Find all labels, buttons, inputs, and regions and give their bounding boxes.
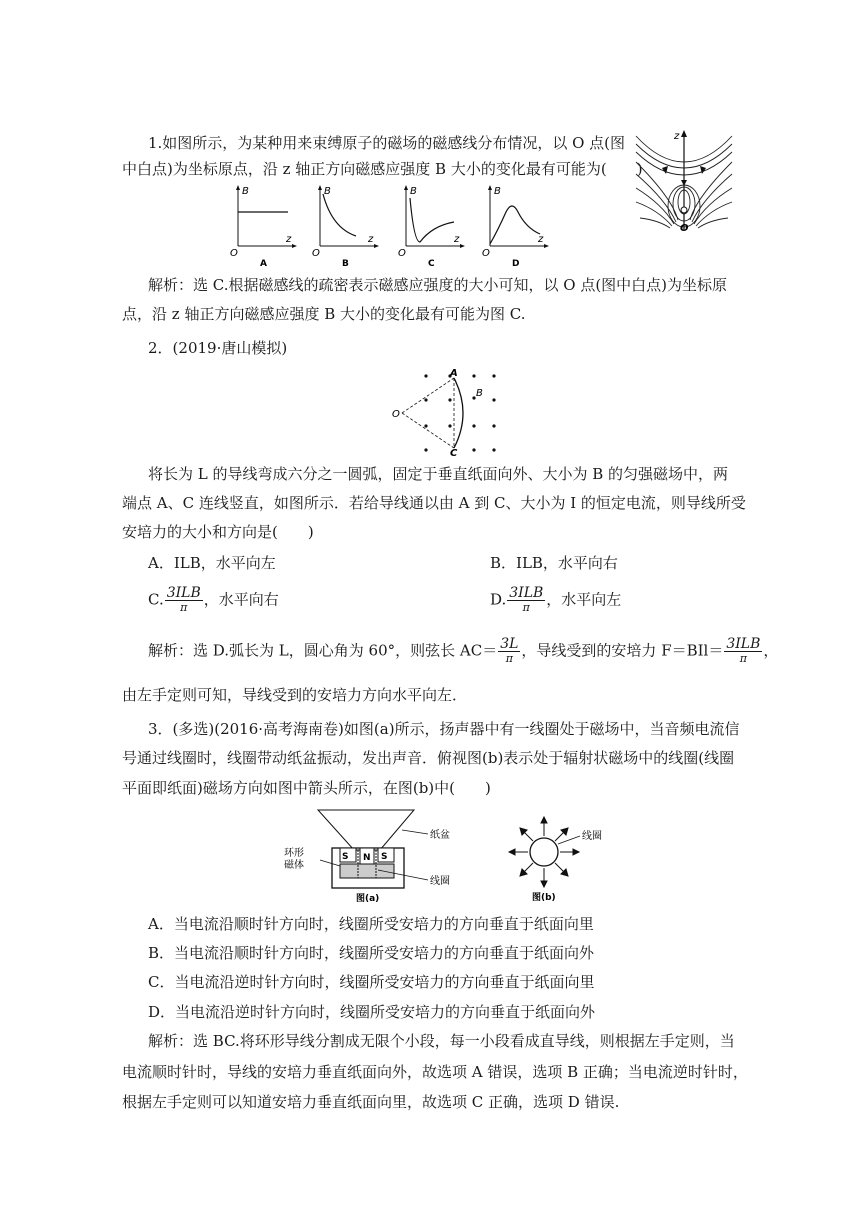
q2-option-c[interactable] — [148, 586, 279, 615]
q2-heading: 2．(2019·唐山模拟) — [148, 339, 288, 357]
q1-field-origin-label: O — [680, 223, 689, 232]
q2-stem-line2: 端点 A、C 连线竖直，如图所示．若给导线通以由 A 到 C、大小为 I 的恒定电流，则导线所受 — [122, 494, 746, 512]
q2-option-c-num: 3ILB — [166, 585, 201, 601]
graph-a-y-label: B — [242, 186, 249, 197]
q2-stem-line1: 将长为 L 的导线弯成六分之一圆弧，固定于垂直纸面向外、大小为 B 的匀强磁场中，两 — [148, 465, 729, 483]
q2-arc-figure — [390, 366, 500, 456]
q2-option-b[interactable]: B．ILB，水平向右 — [490, 554, 618, 572]
q1-field-figure — [632, 128, 736, 232]
graph-d-y-label: B — [494, 186, 501, 197]
q3-figure-a — [280, 808, 480, 904]
figure-b-caption: 图(b) — [532, 893, 556, 903]
q1-graph-a — [228, 184, 298, 268]
q3-option-b[interactable]: B．当电流沿顺时针方向时，线圈所受安培力的方向垂直于纸面向外 — [148, 944, 595, 962]
q3-figure-b — [508, 814, 638, 904]
q2-solution-line2: 由左手定则可知，导线受到的安培力方向水平向左． — [122, 686, 468, 704]
q3-stem-line3: 平面即纸面)磁场方向如图中箭头所示，在图(b)中( ) — [122, 779, 491, 797]
cone-label: 纸盆 — [430, 830, 450, 841]
q2-option-a[interactable]: A．ILB，水平向左 — [148, 554, 276, 572]
graph-b-origin: O — [312, 248, 320, 259]
pole-s-right: S — [381, 852, 388, 862]
q2-solution-frac2-num: 3ILB — [726, 636, 761, 652]
q1-graph-b — [310, 184, 380, 268]
q2-solution-frac2 — [724, 637, 762, 666]
q2-option-d-fraction — [507, 586, 545, 615]
q1-stem-line1: 1.如图所示，为某种用来束缚原子的磁场的磁感线分布情况，以 O 点(图 — [148, 134, 626, 152]
magnet-label-line2: 磁体 — [284, 860, 304, 871]
q1-stem-line2: 中白点)为坐标原点，沿 z 轴正方向磁感应强度 B 大小的变化最有可能为( ) — [122, 160, 643, 178]
q3-option-a[interactable]: A．当电流沿顺时针方向时，线圈所受安培力的方向垂直于纸面向里 — [148, 915, 594, 933]
q1-graph-c — [396, 184, 466, 268]
q2-stem-line3: 安培力的大小和方向是( ) — [122, 523, 314, 541]
q2-option-c-suffix: ，水平向右 — [203, 590, 279, 609]
q2-solution-part2: ，导线受到的安培力 F＝BIl＝ — [521, 641, 724, 660]
coil-label-b: 线圈 — [582, 831, 602, 842]
q1-solution-line2: 点，沿 z 轴正方向磁感应强度 B 大小的变化最有可能为图 C. — [122, 305, 526, 323]
q3-option-c[interactable]: C．当电流沿逆时针方向时，线圈所受安培力的方向垂直于纸面向里 — [148, 973, 595, 991]
magnet-label-line1: 环形 — [284, 848, 304, 859]
graph-d-label: D — [512, 259, 520, 268]
arc-point-c: C — [450, 448, 458, 456]
q3-stem-line1: 3．(多选)(2016·高考海南卷)如图(a)所示，扬声器中有一线圈处于磁场中，当音频电流信 — [148, 720, 740, 738]
graph-d-x-label: z — [538, 234, 544, 245]
graph-c-x-label: z — [454, 234, 460, 245]
graph-b-x-label: z — [368, 234, 374, 245]
q2-solution-part3: ， — [763, 641, 779, 660]
q3-solution-line1: 解析：选 BC.将环形导线分割成无限个小段，每一小段看成直导线，则根据左手定则，当 — [148, 1032, 735, 1050]
graph-c-origin: O — [398, 248, 406, 259]
q1-solution-line1: 解析：选 C.根据磁感线的疏密表示磁感应强度的大小可知，以 O 点(图中白点)为坐标原 — [148, 276, 728, 294]
pole-n: N — [363, 853, 371, 863]
q2-option-c-den: π — [180, 601, 188, 614]
q1-field-axis-label: z — [674, 131, 680, 142]
q3-solution-line3: 根据左手定则可以知道安培力垂直纸面向里，故选项 C 正确，选项 D 错误. — [122, 1093, 620, 1111]
q2-option-c-prefix: C. — [148, 590, 164, 609]
q2-solution-frac1-den: π — [505, 652, 513, 665]
q2-option-d[interactable] — [490, 586, 621, 615]
arc-center-o: O — [392, 409, 400, 420]
graph-a-x-label: z — [286, 234, 292, 245]
figure-a-caption: 图(a) — [356, 894, 380, 904]
q2-solution-part1: 解析：选 D.弧长为 L，圆心角为 60°，则弦长 AC＝ — [148, 641, 498, 660]
q2-solution-frac1-num: 3L — [500, 636, 519, 652]
graph-a-origin: O — [230, 248, 238, 259]
q2-solution-line1 — [148, 637, 778, 666]
q3-option-d[interactable]: D．当电流沿逆时针方向时，线圈所受安培力的方向垂直于纸面向外 — [148, 1003, 596, 1021]
coil-label-a: 线圈 — [430, 876, 450, 887]
graph-a-label: A — [260, 259, 267, 268]
graph-c-label: C — [428, 259, 435, 268]
q2-option-c-fraction — [165, 586, 203, 615]
q3-stem-line2: 号通过线圈时，线圈带动纸盆振动，发出声音．俯视图(b)表示处于辐射状磁场中的线圈(线圈 — [122, 749, 735, 767]
q2-solution-frac1 — [498, 637, 520, 666]
q2-solution-frac2-den: π — [739, 652, 747, 665]
q2-option-d-den: π — [522, 601, 530, 614]
arc-field-label: B — [476, 388, 483, 399]
graph-d-origin: O — [482, 248, 490, 259]
graph-b-y-label: B — [324, 186, 331, 197]
q2-option-d-prefix: D. — [490, 590, 507, 609]
q2-option-d-num: 3ILB — [509, 585, 544, 601]
q2-option-d-suffix: ，水平向左 — [546, 590, 622, 609]
pole-s-left: S — [342, 852, 349, 862]
q3-solution-line2: 电流顺时针时，导线的安培力垂直纸面向外，故选项 A 错误，选项 B 正确；当电流逆时针时， — [122, 1063, 748, 1081]
q1-graph-d — [480, 184, 550, 268]
graph-c-y-label: B — [410, 186, 417, 197]
graph-b-label: B — [342, 259, 349, 268]
arc-point-a: A — [450, 368, 458, 379]
